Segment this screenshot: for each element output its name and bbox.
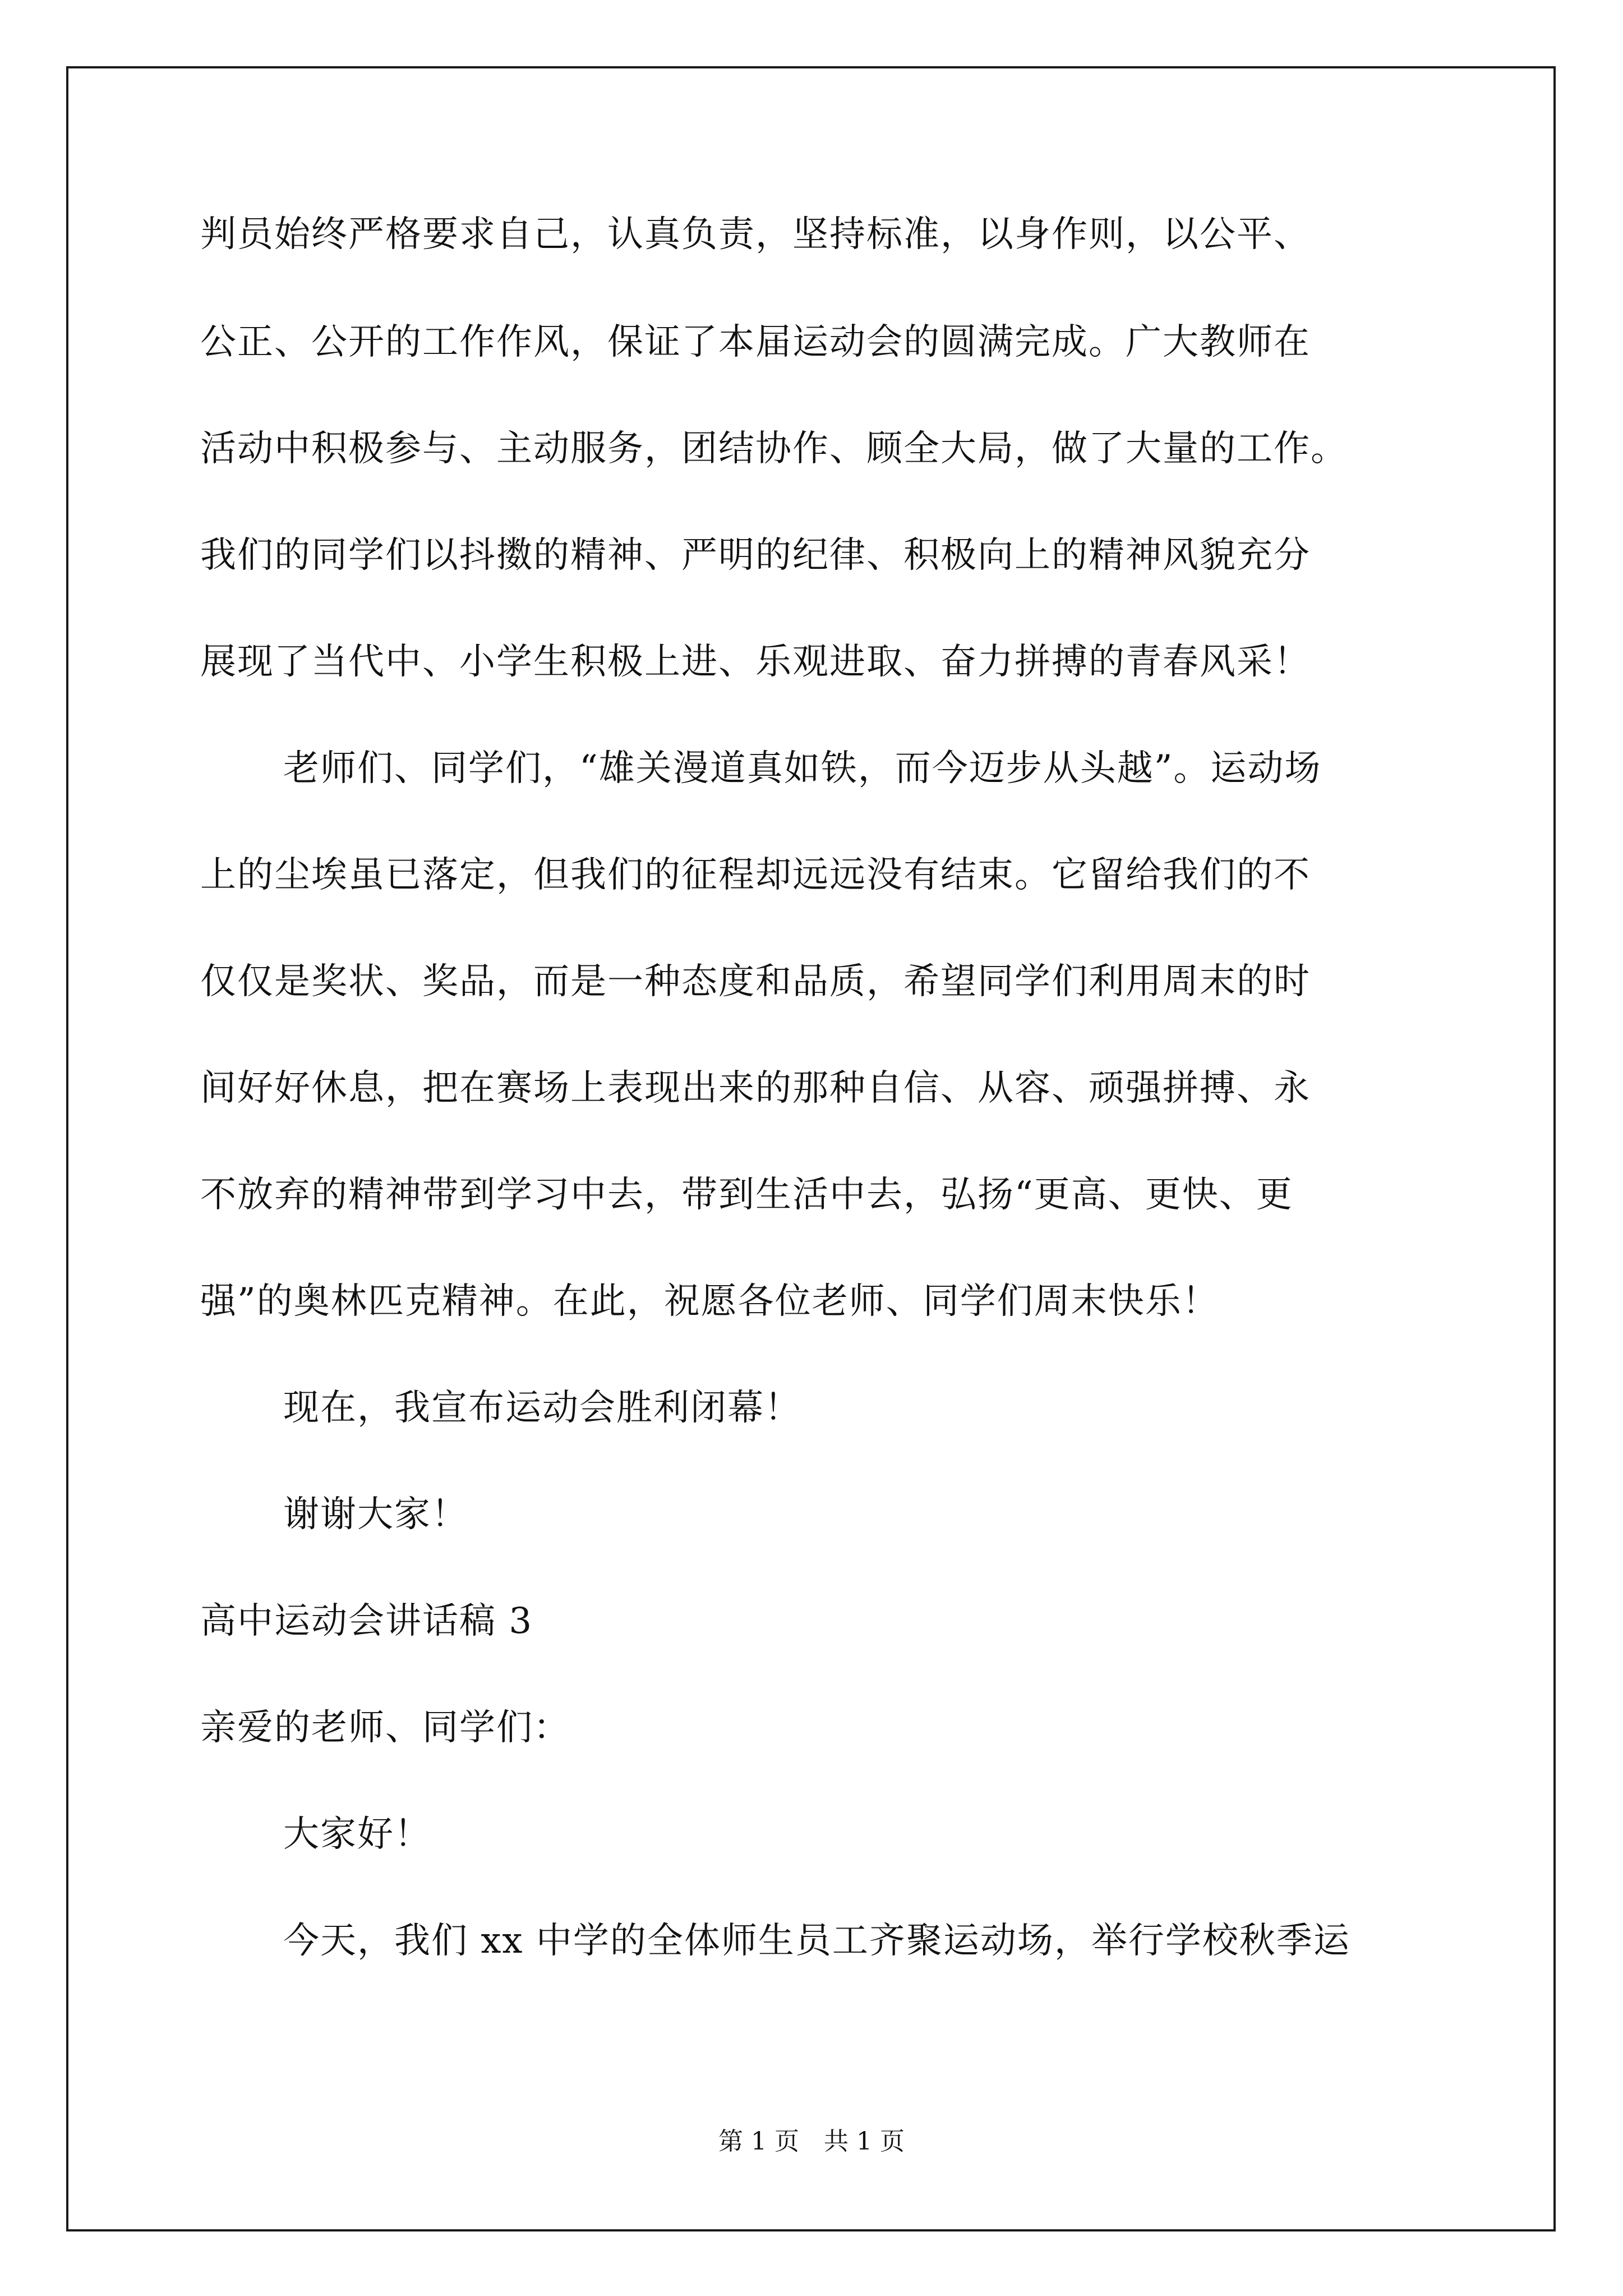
section-heading: 高中运动会讲话稿 3 xyxy=(200,1600,533,1642)
page-footer: 第 1 页 共 1 页 xyxy=(718,2127,905,2156)
text-line: 老师们、同学们，“雄关漫道真如铁，而今迈步从头越”。运动场 xyxy=(283,748,1322,789)
text-line: 今天，我们 xx 中学的全体师生员工齐聚运动场，举行学校秋季运 xyxy=(283,1920,1350,1962)
text-line: 间好好休息，把在赛场上表现出来的那种自信、从容、顽强拼搏、永 xyxy=(200,1068,1311,1109)
text-line: 强”的奥林匹克精神。在此，祝愿各位老师、同学们周末快乐！ xyxy=(200,1281,1219,1322)
page-border xyxy=(66,66,1556,2231)
text-line: 不放弃的精神带到学习中去，带到生活中去，弘扬“更高、更快、更 xyxy=(200,1174,1293,1216)
text-line: 仅仅是奖状、奖品，而是一种态度和品质，希望同学们利用周末的时 xyxy=(200,961,1311,1002)
text-line: 上的尘埃虽已落定，但我们的征程却远远没有结束。它留给我们的不 xyxy=(200,854,1311,896)
text-line: 现在，我宣布运动会胜利闭幕！ xyxy=(283,1387,801,1429)
text-line: 谢谢大家！ xyxy=(283,1494,468,1535)
text-line: 判员始终严格要求自己，认真负责，坚持标准，以身作则，以公平、 xyxy=(200,214,1311,255)
salutation: 亲爱的老师、同学们： xyxy=(200,1707,570,1749)
text-line: 公正、公开的工作作风，保证了本届运动会的圆满完成。广大教师在 xyxy=(200,321,1311,363)
text-line: 活动中积极参与、主动服务，团结协作、顾全大局，做了大量的工作。 xyxy=(200,428,1348,470)
text-line: 展现了当代中、小学生积极上进、乐观进取、奋力拼搏的青春风采！ xyxy=(200,641,1311,683)
greeting: 大家好！ xyxy=(283,1814,431,1855)
text-line: 我们的同学们以抖擞的精神、严明的纪律、积极向上的精神风貌充分 xyxy=(200,535,1311,576)
